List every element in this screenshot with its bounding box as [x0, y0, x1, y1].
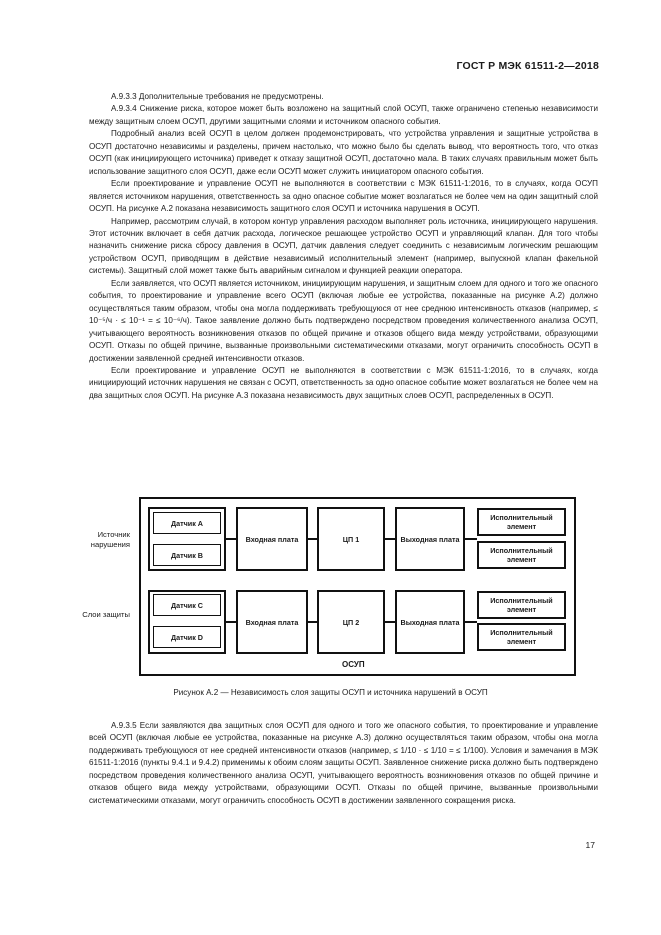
document-header: ГОСТ Р МЭК 61511-2—2018	[456, 60, 599, 72]
sensor-a-box: Датчик А	[153, 512, 221, 534]
body-text-top	[89, 91, 598, 402]
actuator-3-box: Исполнительный элемент	[477, 591, 566, 619]
actuator-4-box: Исполнительный элемент	[477, 623, 566, 651]
osup-label: ОСУП	[342, 660, 365, 669]
cpu-1-box: ЦП 1	[317, 507, 385, 571]
paragraph: Если проектирование и управление ОСУП не выполняются в соответствии с МЭК 61511-1:2016, то в случаях, когда ОСУП является источником нарушения, ответственность за одно опасное событие может возлагаться не более чем на один защитный слой ОСУП. На рисунке А.2 показана независимость защитного слоя ОСУП и источника нарушения в ОСУП.	[89, 179, 598, 214]
sensor-b-box: Датчик В	[153, 544, 221, 566]
connector-line	[308, 538, 317, 540]
output-board-2-box: Выходная плата	[395, 590, 465, 654]
actuator-1-box: Исполнительный элемент	[477, 508, 566, 536]
connector-line	[465, 538, 477, 540]
page-number: 17	[585, 840, 595, 850]
paragraph: Например, рассмотрим случай, в котором контур управления расходом выполняет роль источника, инициирующего нарушения. Этот источник включает в себя датчик расхода, логическое решающее устройство ОСУП и управляющий клапан. Для того чтобы назначить снижение риска сбросу давления в ОСУП, датчик давления следует соединить с независимым логическим решающим устройством ОСУП, приводящим в действие независимый исполнительный элемент (например, выпускной клапан факельной системы). Защитный слой может также быть аварийным сигналом и функцией реакции оператора.	[89, 216, 598, 276]
left-label-initiator: Источник нарушения	[90, 530, 130, 549]
connector-line	[465, 621, 477, 623]
actuator-2-box: Исполнительный элемент	[477, 541, 566, 569]
input-board-2-box: Входная плата	[236, 590, 308, 654]
paragraph: Подробный анализ всей ОСУП в целом должен продемонстрировать, что устройства управления и защитные устройства в ОСУП достаточно независимы и разделены, причем настолько, что можно было бы сделать вывод, что вероятность того, что отказ ОСУП (как инициирующего источника) приведет к отказу защитной ОСУП, достаточно мала. В таких случаях правильным может быть использование защитного слоя ОСУП, даже если ОСУП может служить инициатором опасного события.	[89, 129, 598, 176]
paragraph: А.9.3.5 Если заявляются два защитных слоя ОСУП для одного и того же опасного события, то проектирование и управление всей ОСУП (включая любые ее устройства, показанные на рисунке А.3) должно осуществляться таким образом, чтобы она могла поддерживать требующуюся от нее средней интенсивности отказов (например, ≤ 1/10 · ≤ 1/10 = ≤ 1/100). Условия и замечания в МЭК 61511-1:2016 (пункты 9.4.1 и 9.4.2) применимы к обоим слоям защиты ОСУП. Заявленное снижение риска должно быть подтверждено посредством проведения количественного анализа ОСУП, учитывающего вероятность возникновения отказов по общей причине и отказов общего вида между устройствами, образующими ОСУП. Отказы по общей причине, вызванные произвольными систематическими отказами, могут ограничить способность ОСУП в достижении заявленного сокращения риска.	[89, 721, 598, 805]
input-board-1-box: Входная плата	[236, 507, 308, 571]
paragraph: А.9.3.4 Снижение риска, которое может быть возложено на защитный слой ОСУП, также ограничено степенью независимости между защитным слоем ОСУП, другими защитными слоями и источником опасного события.	[89, 104, 598, 126]
paragraph: Если проектирование и управление ОСУП не выполняются в соответствии с МЭК 61511-1:2016, то в случаях, когда инициирующий источник нарушения не связан с ОСУП, ответственность за одно опасное событие может возлагаться не более чем на два защитных слоя ОСУП. На рисунке А.3 показана независимость двух защитных слоев ОСУП, распределенных в ОСУП.	[89, 365, 598, 400]
body-text-bottom	[89, 720, 598, 807]
paragraph: А.9.3.3 Дополнительные требования не предусмотрены.	[111, 92, 324, 101]
connector-line	[308, 621, 317, 623]
figure-caption: Рисунок А.2 — Независимость слоя защиты ОСУП и источника нарушений в ОСУП	[173, 688, 488, 697]
sensor-c-box: Датчик С	[153, 594, 221, 616]
cpu-2-box: ЦП 2	[317, 590, 385, 654]
connector-line	[385, 621, 395, 623]
sensor-d-box: Датчик D	[153, 626, 221, 648]
connector-line	[226, 621, 236, 623]
output-board-1-box: Выходная плата	[395, 507, 465, 571]
paragraph: Если заявляется, что ОСУП является источником, инициирующим нарушения, и защитным слоем для одного и того же опасного события, то проектирование и управление всего ОСУП (включая любые ее устройства, показанные на рисунке А.2) должно осуществляться таким образом, чтобы она могла поддерживать требующуюся от нее среднюю интенсивность отказов (например, ≤ 10⁻⁵/ч · ≤ 10⁻¹ = ≤ 10⁻⁶/ч). Такое заявление должно быть подтверждено посредством проведения количественного анализа ОСУП, учитывающего вероятность возникновения отказов по общей причине и отказов общего вида между устройствами, образующими ОСУП. Отказы по общей причине, вызванные произвольными систематическими отказами, могут ограничить способность ОСУП в достижении заявленной средней интенсивности отказов.	[89, 278, 598, 363]
left-label-protection-layers: Слои защиты	[82, 610, 130, 619]
connector-line	[385, 538, 395, 540]
connector-line	[226, 538, 236, 540]
